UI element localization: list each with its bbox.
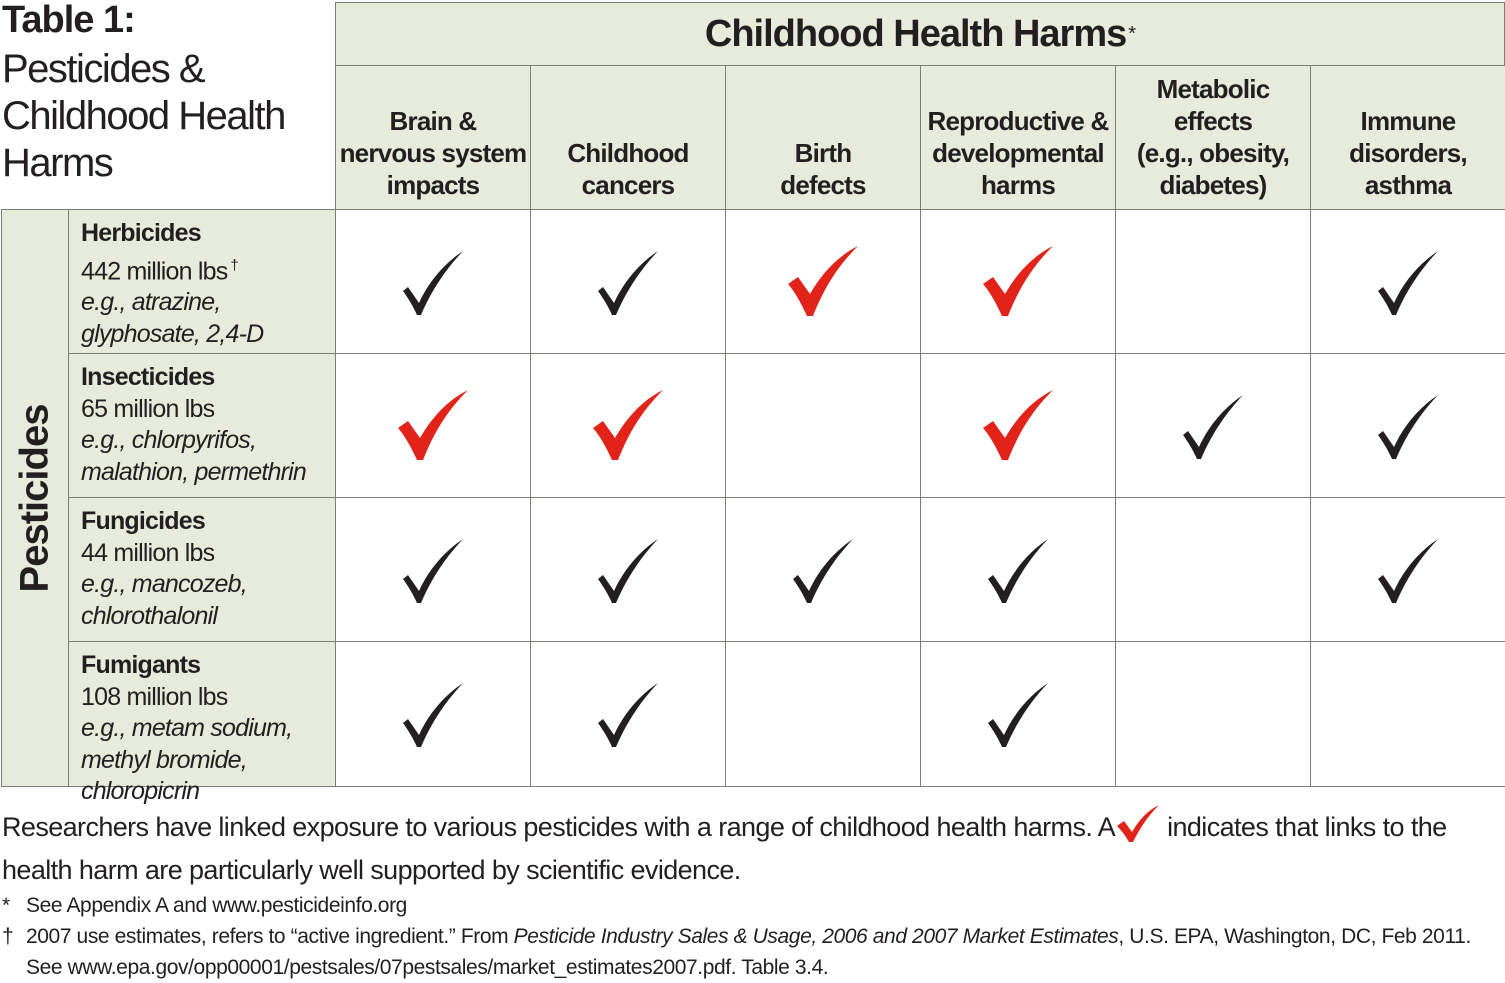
pesticide-use-amount: 108 million lbs: [81, 682, 228, 711]
harm-cell: [335, 353, 531, 498]
harm-cell: [725, 641, 921, 787]
pesticide-use-amount: 442 million lbs: [81, 256, 228, 285]
side-label-text: Pesticides: [12, 404, 57, 592]
harm-cell: [1310, 209, 1505, 354]
harm-cell: [920, 353, 1116, 498]
harm-cell: [530, 209, 726, 354]
harm-cell: [1115, 497, 1311, 642]
side-label-pesticides: [1, 209, 69, 787]
harm-cell: [1310, 497, 1505, 642]
footnote-text: See Appendix A and www.pesticideinfo.org: [26, 894, 407, 917]
check-icon: [986, 539, 1050, 605]
harms-group-footnote-mark: *: [1128, 22, 1136, 45]
check-icon: [401, 683, 465, 749]
pesticide-class-name: Fumigants: [81, 651, 201, 679]
row-header: [68, 641, 336, 805]
column-header: Immune disorders, asthma: [1310, 65, 1505, 210]
harm-cell: [725, 353, 921, 498]
check-icon: [791, 539, 855, 605]
harm-cell: [920, 497, 1116, 642]
red-check-icon: [591, 390, 665, 462]
harm-cell: [1310, 353, 1505, 498]
red-check-icon: [981, 390, 1055, 462]
red-check-icon: [786, 246, 860, 318]
harm-cell: [1310, 641, 1505, 787]
harm-cell: [920, 641, 1116, 787]
table-title-block: [2, 0, 330, 187]
harm-cell: [1115, 353, 1311, 498]
pesticide-examples: e.g., chlorpyrifos, malathion, permethrin: [81, 426, 306, 486]
pesticide-examples: e.g., metam sodium, methyl bromide, chloropicrin: [81, 714, 293, 805]
column-header: Metabolic effects (e.g., obesity, diabetes): [1115, 65, 1311, 210]
footnote-source-title: Pesticide Industry Sales & Usage, 2006 and 2007 Market Estimates: [513, 925, 1119, 948]
column-header: Reproductive & developmental harms: [920, 65, 1116, 210]
legend-text-after: indicates that links to the health harm are particularly well supported by scientific evidence.: [2, 812, 1447, 885]
pesticide-use-amount: 44 million lbs: [81, 538, 215, 567]
harm-cell: [1115, 209, 1311, 354]
harm-cell: [725, 497, 921, 642]
footnote-asterisk: [2, 890, 1502, 921]
check-icon: [401, 251, 465, 317]
legend-caption: [2, 804, 1502, 888]
harm-cell: [335, 497, 531, 642]
footnote-mark: *: [2, 894, 10, 917]
check-icon: [596, 683, 660, 749]
pesticide-class-name: Fungicides: [81, 507, 205, 535]
check-icon: [986, 683, 1050, 749]
check-icon: [1376, 395, 1440, 461]
harms-group-label: Childhood Health Harms: [704, 12, 1127, 55]
column-header: Brain & nervous system impacts: [335, 65, 531, 210]
check-icon: [401, 539, 465, 605]
red-check-icon: [396, 390, 470, 462]
harm-cell: [920, 209, 1116, 354]
harms-group-header: [335, 2, 1505, 66]
footnote-mark: †: [2, 925, 14, 948]
check-icon: [596, 251, 660, 317]
row-header: [68, 209, 336, 354]
pesticide-use-amount: 65 million lbs: [81, 394, 215, 423]
harm-cell: [530, 353, 726, 498]
harm-cell: [530, 497, 726, 642]
harm-cell: [530, 641, 726, 787]
legend-text-before: Researchers have linked exposure to various pesticides with a range of childhood health harms. A: [2, 812, 1116, 842]
harm-cell: [335, 209, 531, 354]
red-check-icon: [1115, 804, 1161, 853]
red-check-icon: [981, 246, 1055, 318]
pesticide-examples: e.g., atrazine, glyphosate, 2,4-D: [81, 288, 264, 348]
table-number: Table 1:: [2, 0, 135, 41]
dagger-footnote-mark: †: [230, 256, 238, 274]
row-header: [68, 353, 336, 498]
pesticide-class-name: Herbicides: [81, 219, 201, 247]
column-header: Childhood cancers: [530, 65, 726, 210]
pesticide-examples: e.g., mancozeb, chlorothalonil: [81, 570, 247, 630]
column-header: Birth defects: [725, 65, 921, 210]
footnote-text-start: 2007 use estimates, refers to “active ingredient.” From: [26, 925, 514, 948]
check-icon: [596, 539, 660, 605]
check-icon: [1181, 395, 1245, 461]
row-header: [68, 497, 336, 642]
pesticide-class-name: Insecticides: [81, 363, 215, 391]
footnote-text-end: , U.S. EPA, Washington, DC, Feb 2011. See www.epa.gov/opp00001/pestsales/07pestsales/market_estimates2007.pdf. Table 3.4.: [26, 925, 1471, 979]
table-title: Pesticides & Childhood Health Harms: [2, 47, 285, 185]
check-icon: [1376, 539, 1440, 605]
footnote-text: [26, 921, 1502, 983]
footnote-dagger: [2, 921, 1502, 983]
harm-cell: [335, 641, 531, 787]
harm-cell: [725, 209, 921, 354]
harm-cell: [1115, 641, 1311, 787]
check-icon: [1376, 251, 1440, 317]
footnotes: [2, 890, 1502, 983]
